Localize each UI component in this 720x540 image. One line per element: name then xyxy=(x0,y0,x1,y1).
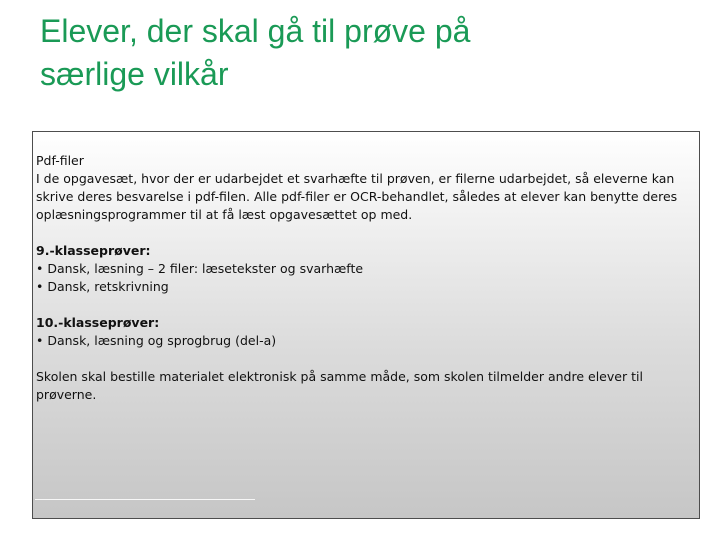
slide-title-line-2: særlige vilkår xyxy=(40,56,229,92)
grade10-section xyxy=(36,314,695,350)
pdf-section-text: I de opgavesæt, hvor der er udarbejdet et svarhæfte til prøven, er filerne udarbejdet, så eleverne kan skrive deres besvarelse i pdf-filen. Alle pdf-filer er OCR-behandlet, således at elever kan benytte deres oplæsningsprogrammer til at få læst opgavesættet op med. xyxy=(36,171,678,222)
grade9-heading: 9.-klasseprøver: xyxy=(36,243,151,258)
grade10-item-1: • Dansk, læsning og sprogbrug (del-a) xyxy=(36,333,277,348)
slide-title xyxy=(40,10,680,96)
pdf-section xyxy=(36,152,695,224)
closing-text: Skolen skal bestille materialet elektronisk på samme måde, som skolen tilmelder andre elever til prøverne. xyxy=(36,369,643,402)
grade9-section xyxy=(36,242,695,296)
closing-section xyxy=(36,368,695,404)
grade9-item-2: • Dansk, retskrivning xyxy=(36,279,169,294)
grade9-item-1: • Dansk, læsning – 2 filer: læsetekster og svarhæfte xyxy=(36,261,364,276)
slide-title-line-1: Elever, der skal gå til prøve på xyxy=(40,13,471,49)
divider xyxy=(35,499,255,500)
content-box xyxy=(32,131,700,519)
pdf-section-heading: Pdf-filer xyxy=(36,153,84,168)
grade10-heading: 10.-klasseprøver: xyxy=(36,315,160,330)
